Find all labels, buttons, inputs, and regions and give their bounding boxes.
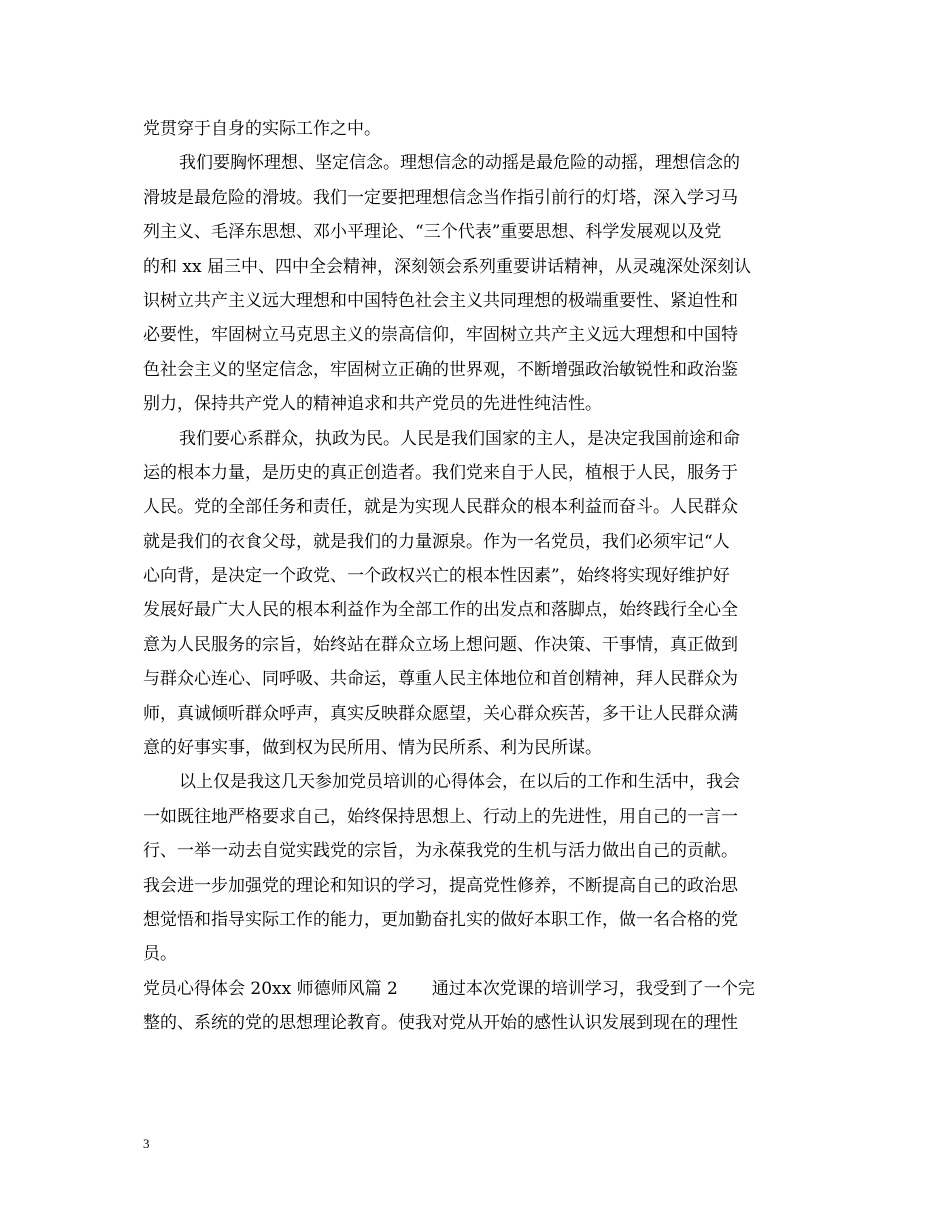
text-line: 识树立共产主义远大理想和中国特色社会主义共同理想的极端重要性、紧迫性和	[143, 290, 738, 311]
text-line: 想觉悟和指导实际工作的能力，更加勤奋扎实的做好本职工作，做一名合格的党	[143, 909, 738, 930]
text-line: 党员心得体会 20xx 师德师风篇 2 通过本次党课的培训学习，我受到了一个完	[143, 978, 755, 999]
text-line: 运的根本力量，是历史的真正创造者。我们党来自于人民，植根于人民，服务于	[143, 462, 738, 483]
text-line: 的和 xx 届三中、四中全会精神，深刻领会系列重要讲话精神，从灵魂深处深刻认	[143, 256, 751, 277]
text-line: 我会进一步加强党的理论和知识的学习，提高党性修养，不断提高自己的政治思	[143, 875, 738, 896]
text-line: 意的好事实事，做到权为民所用、情为民所系、利为民所谋。	[143, 738, 602, 759]
text-line: 一如既往地严格要求自己，始终保持思想上、行动上的先进性，用自己的一言一	[143, 806, 738, 827]
text-line: 行、一举一动去自觉实践党的宗旨，为永葆我党的生机与活力做出自己的贡献。	[143, 841, 738, 862]
text-line: 发展好最广大人民的根本利益作为全部工作的出发点和落脚点，始终践行全心全	[143, 600, 738, 621]
text-line: 就是我们的衣食父母，就是我们的力量源泉。作为一名党员，我们必须牢记“人	[143, 531, 730, 552]
text-line: 必要性，牢固树立马克思主义的崇高信仰，牢固树立共产主义远大理想和中国特	[143, 325, 738, 346]
text-line: 与群众心连心、同呼吸、共命运，尊重人民主体地位和首创精神，拜人民群众为	[143, 669, 738, 690]
text-line: 整的、系统的党的思想理论教育。使我对党从开始的感性认识发展到现在的理性	[143, 1013, 738, 1034]
text-line: 滑坡是最危险的滑坡。我们一定要把理想信念当作指引前行的灯塔，深入学习马	[143, 187, 738, 208]
text-line: 心向背，是决定一个政党、一个政权兴亡的根本性因素”，始终将实现好维护好	[143, 566, 730, 587]
text-line: 人民。党的全部任务和责任，就是为实现人民群众的根本利益而奋斗。人民群众	[143, 497, 738, 518]
document-body	[143, 112, 810, 1041]
page-number: 3	[143, 1136, 150, 1151]
text-line: 员。	[143, 944, 177, 965]
paragraph-first-line: 我们要胸怀理想、坚定信念。理想信念的动摇是最危险的动摇，理想信念的	[179, 153, 740, 174]
text-line: 党贯穿于自身的实际工作之中。	[143, 119, 381, 139]
paragraph-first-line: 以上仅是我这几天参加党员培训的心得体会，在以后的工作和生活中，我会	[179, 772, 740, 793]
text-line: 师，真诚倾听群众呼声，真实反映群众愿望，关心群众疾苦，多干让人民群众满	[143, 703, 738, 724]
paragraph-first-line: 我们要心系群众，执政为民。人民是我们国家的主人，是决定我国前途和命	[179, 428, 740, 449]
text-line: 色社会主义的坚定信念，牢固树立正确的世界观，不断增强政治敏锐性和政治鉴	[143, 359, 738, 380]
text-line: 列主义、毛泽东思想、邓小平理论、“三个代表”重要思想、科学发展观以及党	[143, 222, 722, 243]
text-line: 别力，保持共产党人的精神追求和共产党员的先进性纯洁性。	[143, 394, 602, 415]
text-line: 意为人民服务的宗旨，始终站在群众立场上想问题、作决策、干事情，真正做到	[143, 634, 738, 655]
